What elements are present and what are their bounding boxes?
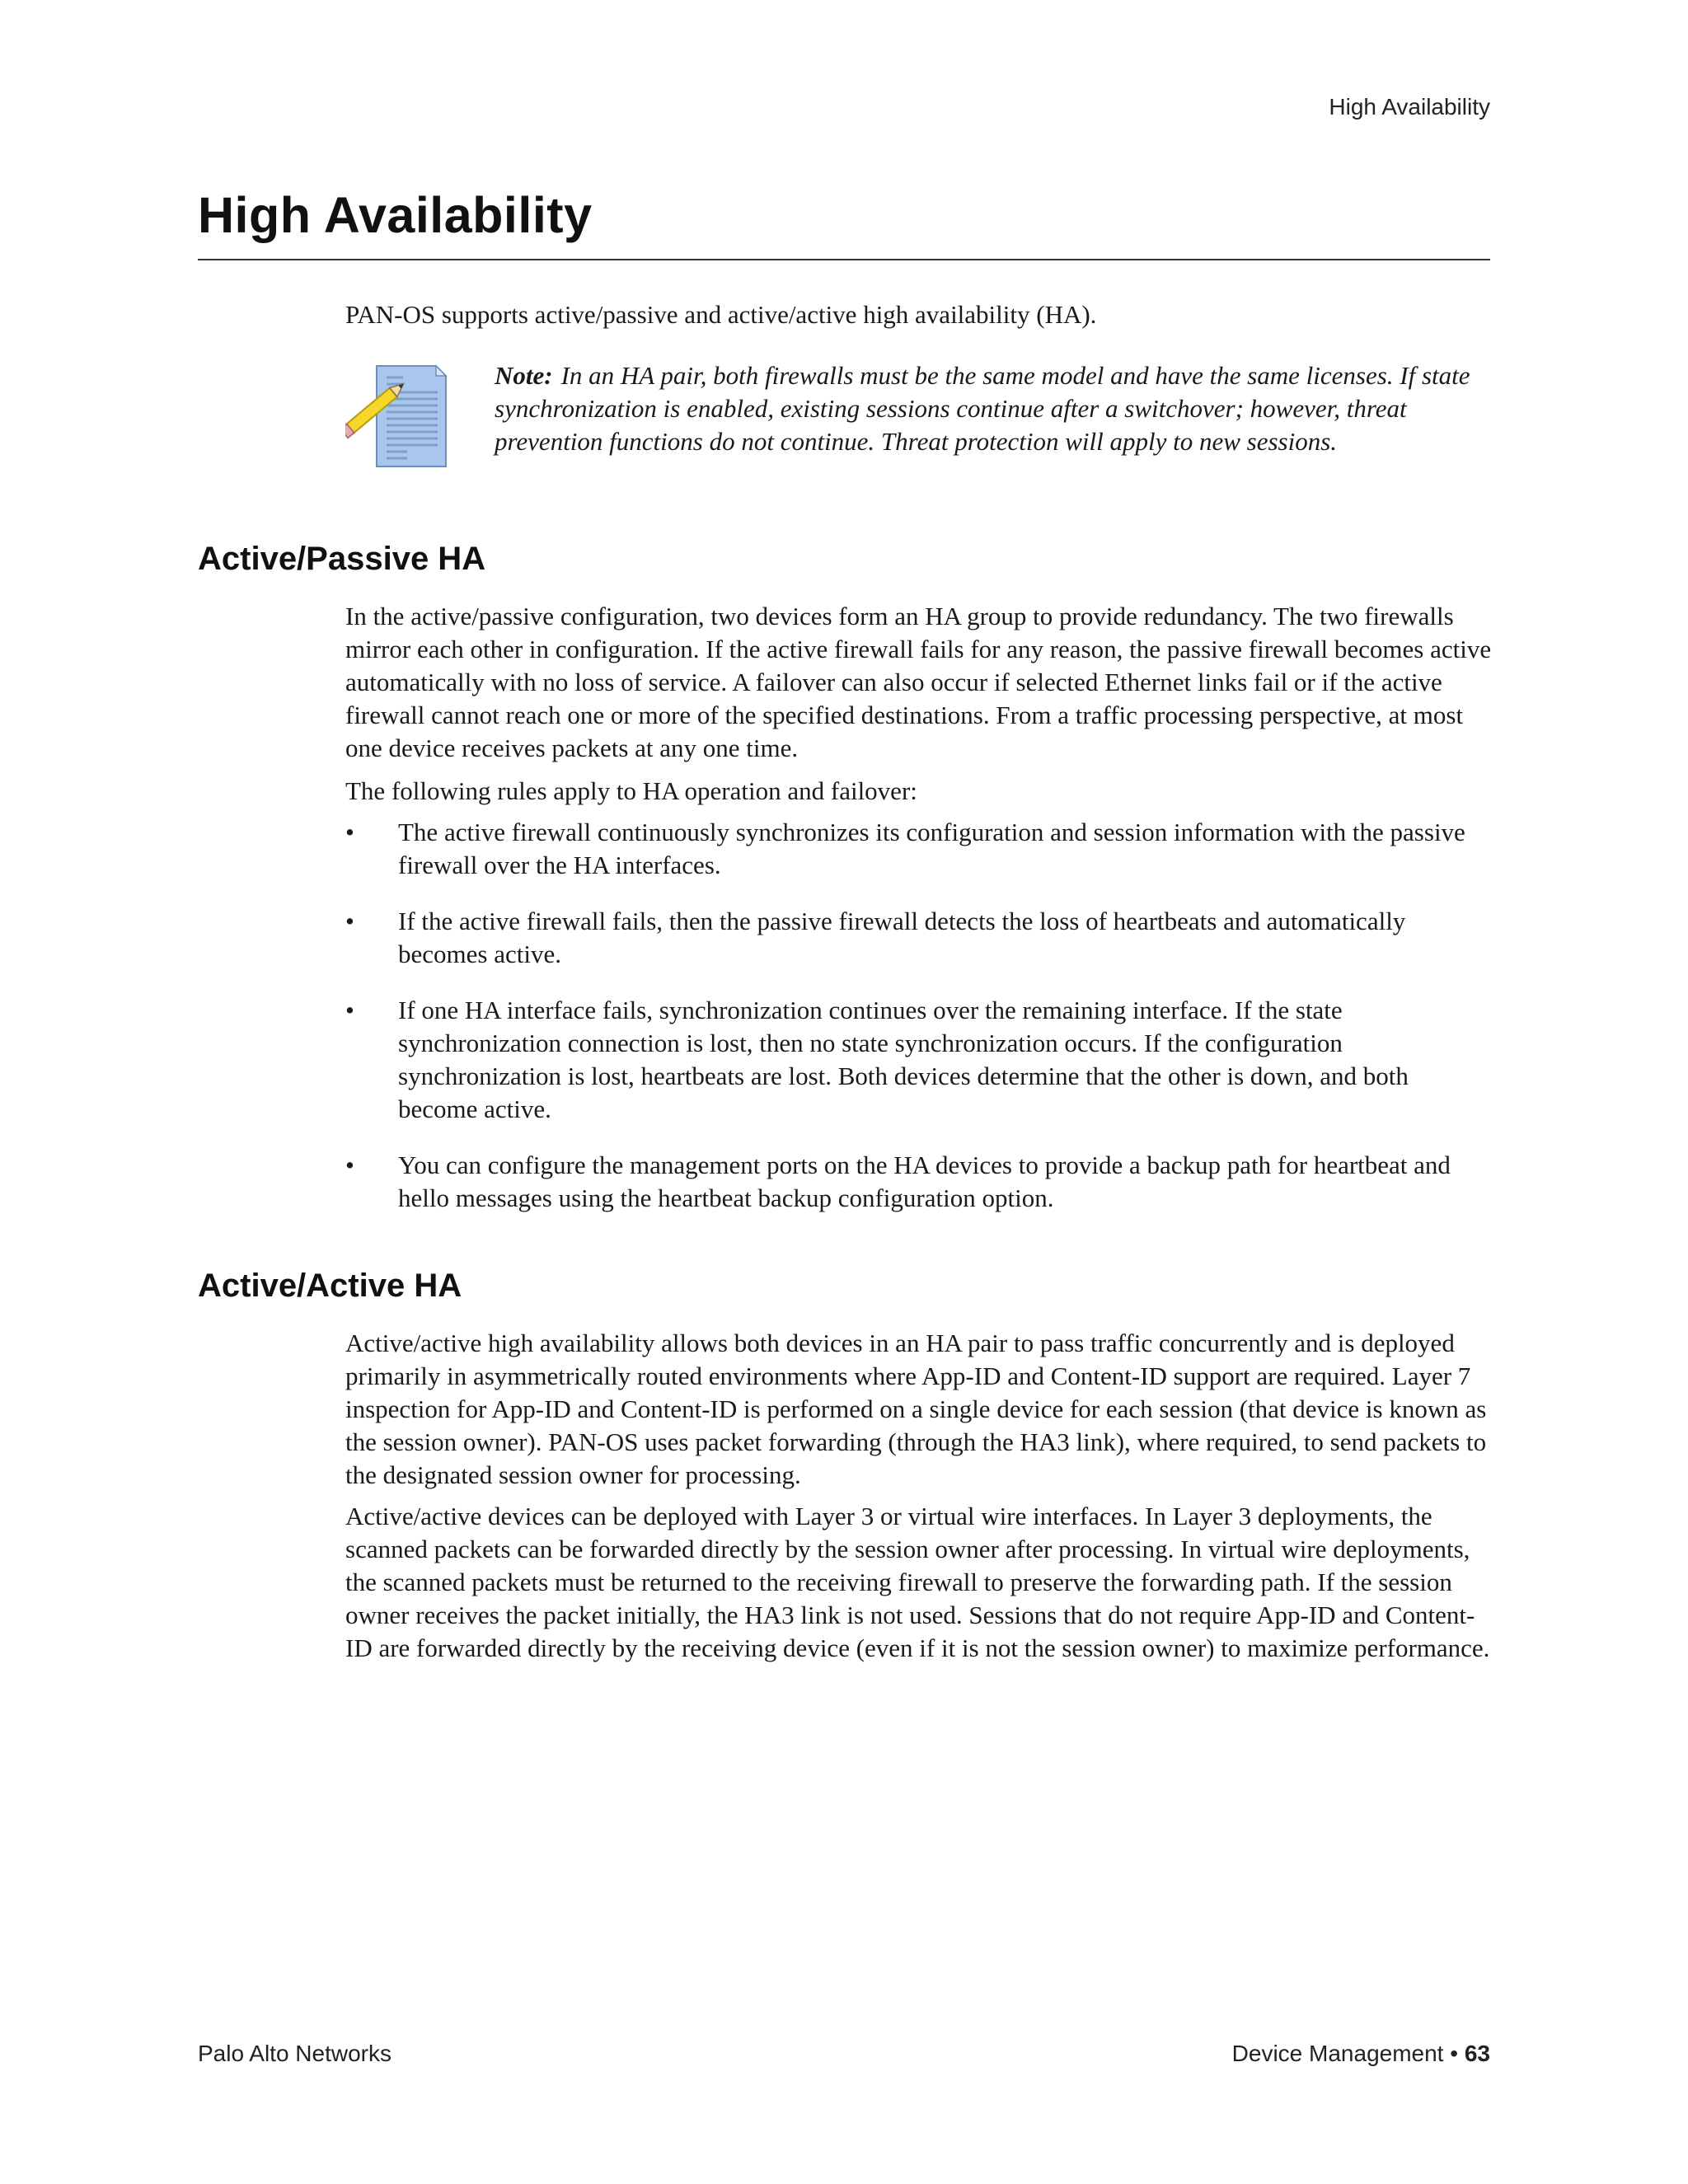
note-text (495, 359, 1492, 458)
footer-section: Device Management (1231, 2041, 1444, 2066)
list-item: • The active firewall continuously synchronizes its configuration and session information with the passive firewall over the HA interfaces. (345, 818, 1465, 879)
page-title: High Availability (198, 187, 593, 243)
note-document-pencil-icon (345, 359, 461, 475)
running-header: High Availability (1329, 94, 1490, 120)
note-callout (345, 359, 1491, 499)
title-divider (198, 259, 1490, 260)
section-heading-active-passive: Active/Passive HA (198, 541, 486, 577)
list-item: • You can configure the management ports on the HA devices to provide a backup path for heartbeat and hello messages using the heartbeat backup configuration option. (345, 1151, 1451, 1212)
section-heading-active-active: Active/Active HA (198, 1268, 462, 1304)
active-passive-paragraph: In the active/passive configuration, two devices form an HA group to provide redundancy. The two firewalls mirror each other in configuration. If the active firewall fails for any reason, the passive firewall becomes active automatically with no loss of service. A failover can also occur if selected Ethernet links fail or if the active firewall cannot reach one or more of the specified destinations. From a traffic processing perspective, at most one device receives packets at any one time. (345, 602, 1492, 762)
failover-rules-list (345, 816, 1493, 1238)
active-active-paragraph-1: Active/active high availability allows both devices in an HA pair to pass traffic concurrently and is deployed primarily in asymmetrically routed environments where App-ID and Content-ID support are required. Layer 7 inspection for App-ID and Content-ID is performed on a single device for each session (that device is known as the session owner). PAN-OS uses packet forwarding (through the HA3 link), where required, to send packets to the designated session owner for processing. (345, 1329, 1487, 1489)
intro-paragraph: PAN-OS supports active/passive and active/active high availability (HA). (345, 300, 1097, 329)
bullet-mark: • (345, 1151, 354, 1179)
note-body: In an HA pair, both firewalls must be the same model and have the same licenses. If state synchronization is enabled, existing sessions continue after a switchover; however, threat prevention functions do not continue. Threat protection will apply to new sessions. (495, 361, 1470, 456)
page-number: 63 (1464, 2041, 1490, 2066)
bullet-mark: • (345, 996, 354, 1024)
active-active-paragraph-2: Active/active devices can be deployed with Layer 3 or virtual wire interfaces. In Layer 3 deployments, the scanned packets can be forwarded directly by the session owner after processing. In virtual wire deployments, the scanned packets must be returned to the receiving firewall to preserve the forwarding path. If the session owner receives the packet initially, the HA3 link is not used. Sessions that do not require App-ID and Content-ID are forwarded directly by the receiving device (even if it is not the session owner) to maximize performance. (345, 1502, 1490, 1662)
list-item: • If one HA interface fails, synchronization continues over the remaining interface. If the state synchronization connection is lost, then no state synchronization occurs. If the configuration synchronization is lost, heartbeats are lost. Both devices determine that the other is down, and both become active. (345, 996, 1409, 1123)
footer-page-info (1232, 2041, 1490, 2067)
rules-intro: The following rules apply to HA operation and failover: (345, 776, 917, 805)
footer-separator: • (1450, 2041, 1459, 2066)
note-label: Note: (495, 361, 553, 390)
list-item: • If the active firewall fails, then the passive firewall detects the loss of heartbeats and automatically becomes active. (345, 907, 1406, 968)
bullet-mark: • (345, 907, 354, 935)
footer-company: Palo Alto Networks (198, 2041, 392, 2066)
bullet-mark: • (345, 818, 354, 846)
